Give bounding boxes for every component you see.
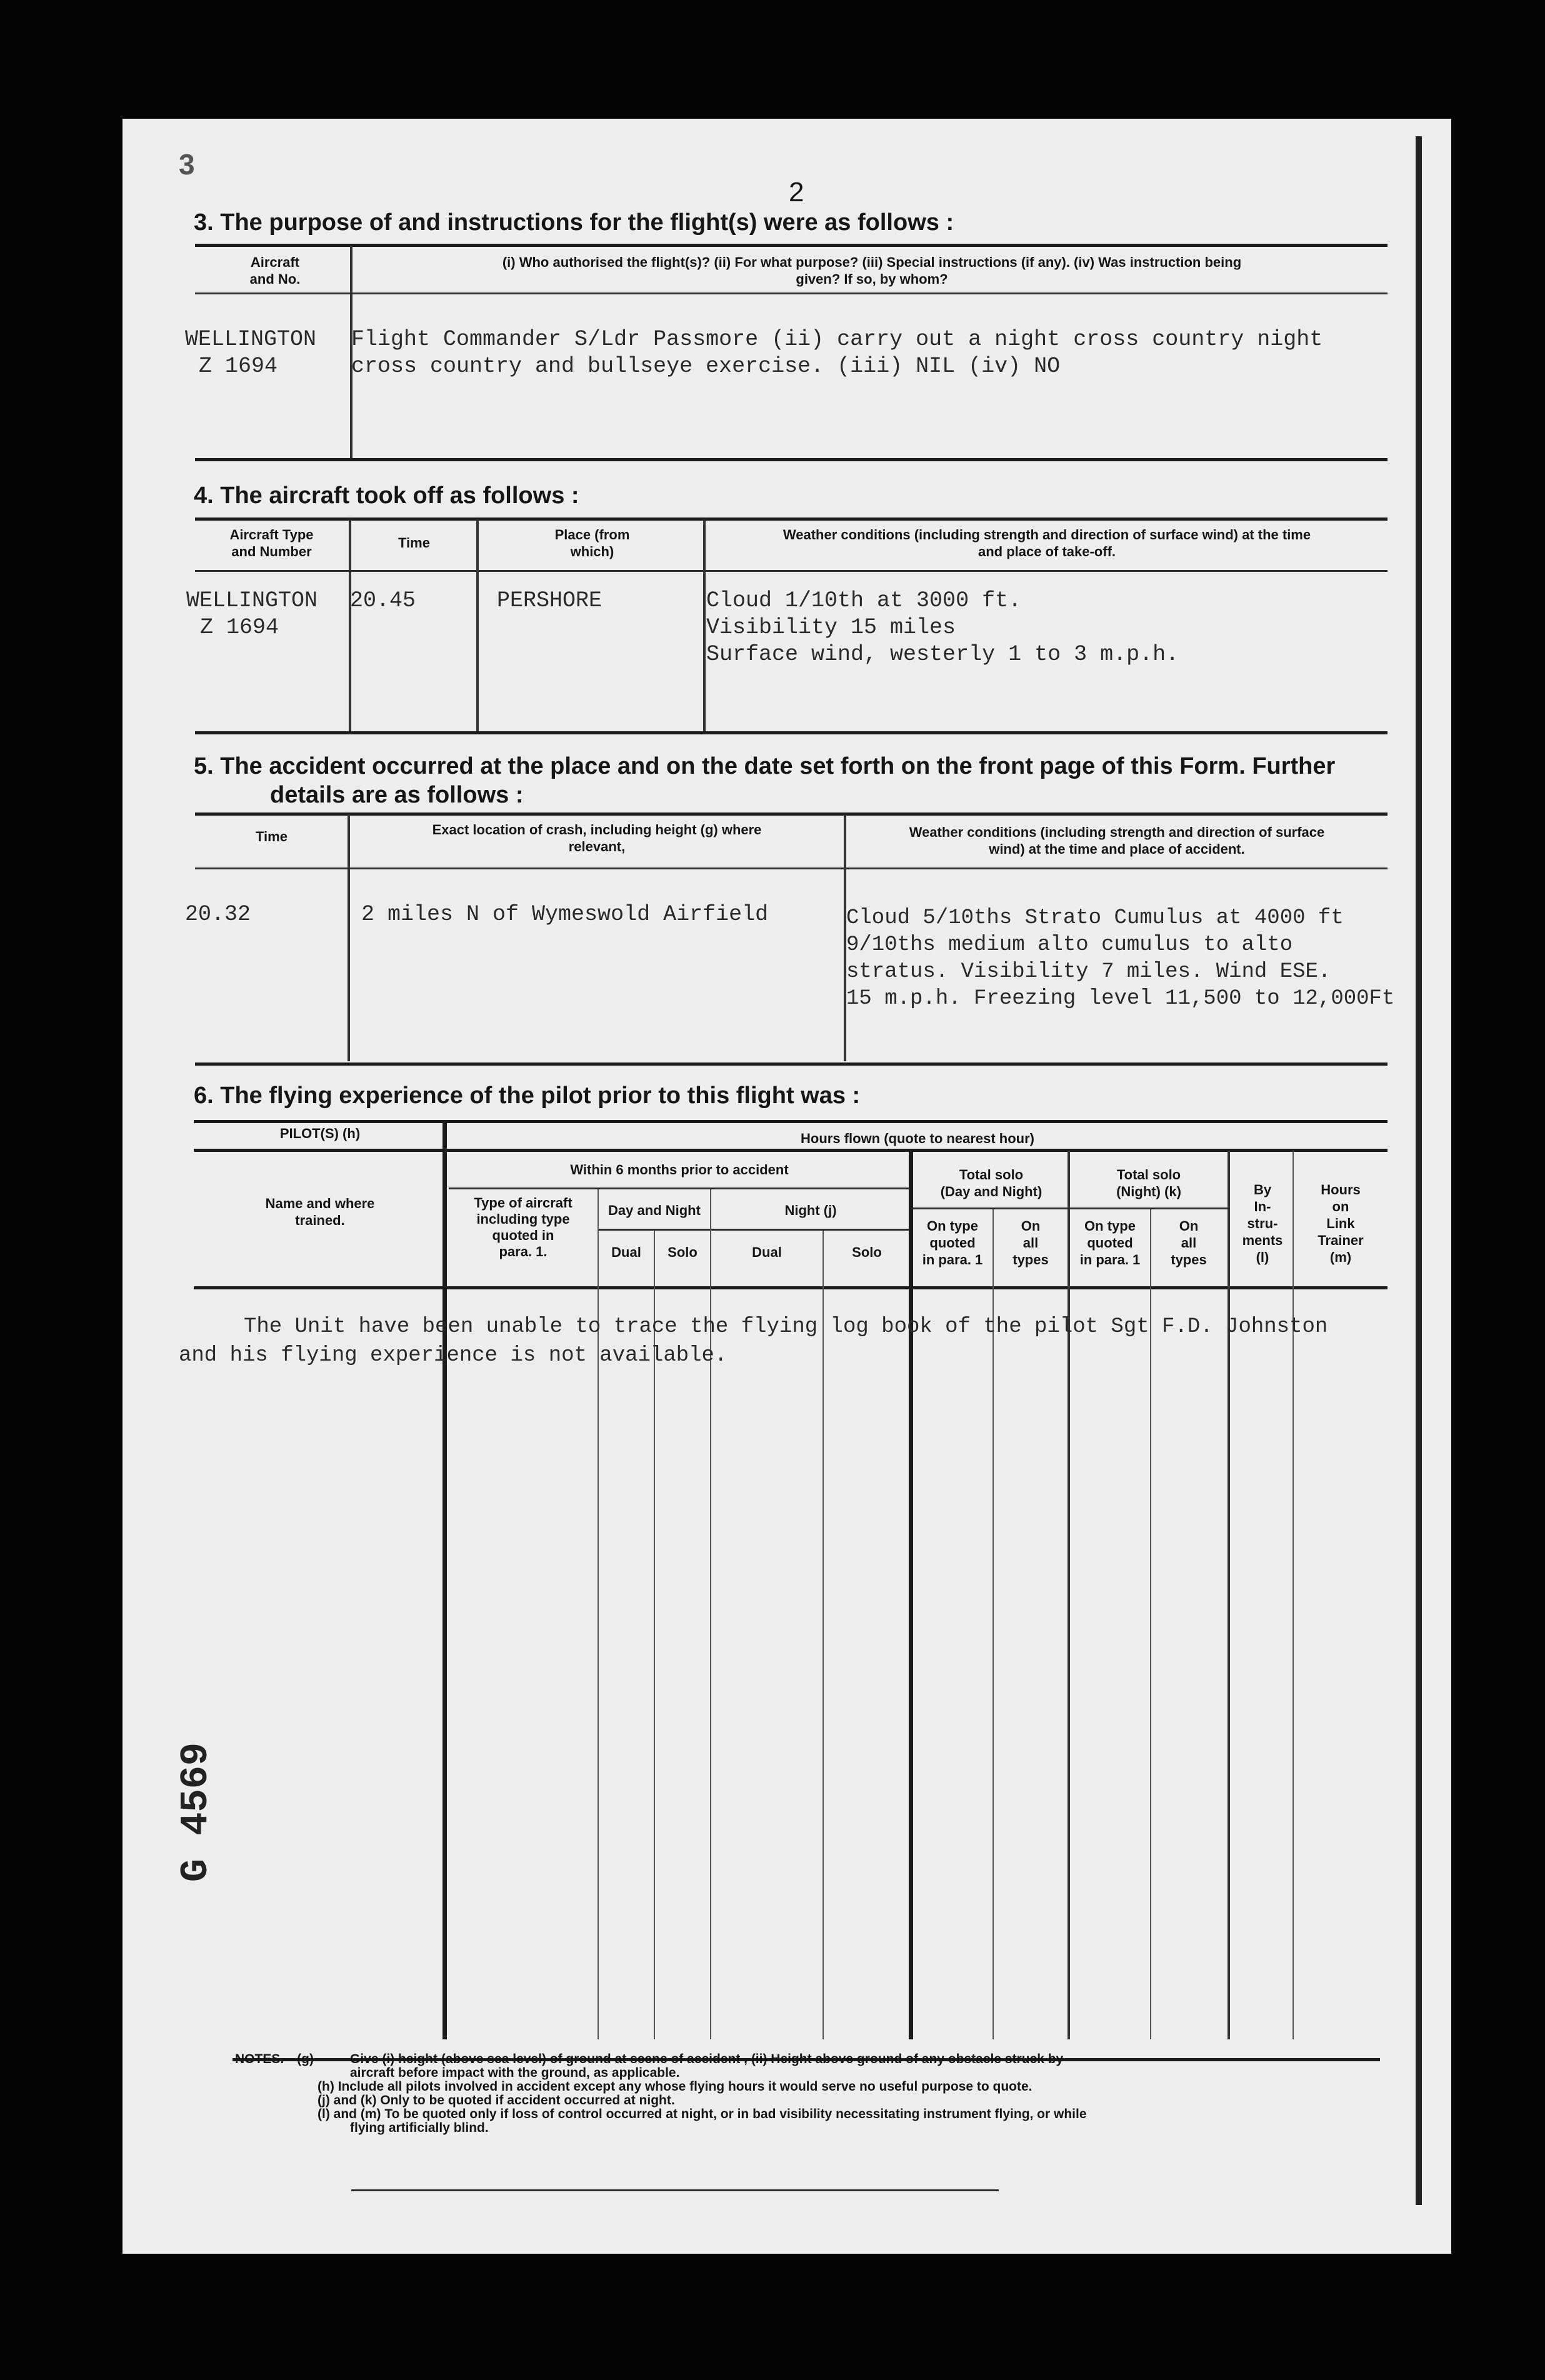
divider <box>194 1286 1388 1289</box>
column-rule <box>703 519 706 732</box>
s3-aircraft: WELLINGTON Z 1694 <box>185 327 317 379</box>
s4-header-time: Time <box>398 535 430 551</box>
divider <box>195 1062 1388 1066</box>
divider <box>195 458 1388 461</box>
corner-mark: 3 <box>179 148 195 181</box>
s6-header-type: Type of aircraft including type quoted in para. 1. <box>474 1195 572 1259</box>
s6-header-on-type-night: On type quoted in para. 1 <box>1079 1218 1141 1268</box>
s6-header-on-all-types-night: On all types <box>1171 1218 1207 1268</box>
s3-header-aircraft: Aircraft and No. <box>249 254 301 287</box>
s6-header-solo-night: Solo <box>852 1244 882 1260</box>
vertical-stamp: G 4569 <box>174 1742 219 1882</box>
s6-header-hours: Hours flown (quote to nearest hour) <box>801 1131 1034 1146</box>
s4-header-weather: Weather conditions (including strength and direction of surface wind) at the time and place of take-off. <box>782 527 1311 559</box>
column-rule <box>476 519 479 732</box>
s6-header-instruments: By In- stru- ments (l) <box>1242 1182 1283 1265</box>
column-rule <box>348 814 350 1061</box>
divider <box>195 292 1388 294</box>
divider <box>195 812 1388 816</box>
divider <box>195 570 1388 572</box>
notes-text: Give (i) height (above sea level) of ground at scene of accident , (ii) Height above ground of any obstacle struck by aircraft before impact with the ground, as applicable. (h) Include all pilots involved in accident except any whose flying hours it would serve no useful purpose to quote. (j) and (k) Only to be quoted if accident occurred at night. (l) and (m) To be quoted only if loss of control occurred at night, or in bad visibility necessitating instrument flying, or while flying artificially blind. <box>318 2052 1087 2135</box>
divider <box>195 518 1388 521</box>
section-3-title: 3. The purpose of and instructions for the flight(s) were as follows : <box>194 209 954 236</box>
s5-time: 20.32 <box>185 902 251 927</box>
s6-header-link-trainer: Hours on Link Trainer (m) <box>1318 1182 1364 1265</box>
s5-header-time: Time <box>256 829 288 844</box>
s3-header-questions: (i) Who authorised the flight(s)? (ii) For what purpose? (iii) Special instructions (if any). (iv) Was instruction being given? If so, by whom? <box>502 254 1242 287</box>
divider <box>351 2189 999 2191</box>
s6-header-within-6-months: Within 6 months prior to accident <box>570 1162 789 1178</box>
section-6-title: 6. The flying experience of the pilot prior to this flight was : <box>194 1082 861 1109</box>
s6-entry: The Unit have been unable to trace the flying log book of the pilot Sgt F.D. Johnston and his flying experience is not available. <box>179 1315 1328 1368</box>
s6-header-solo: Solo <box>668 1244 698 1260</box>
s4-header-place: Place (from which) <box>554 527 630 559</box>
divider <box>195 731 1388 734</box>
s6-header-pilots: PILOT(S) (h) <box>279 1126 361 1141</box>
s6-header-dual: Dual <box>611 1244 641 1260</box>
s6-header-on-type: On type quoted in para. 1 <box>922 1218 983 1268</box>
s4-weather: Cloud 1/10th at 3000 ft. Visibility 15 miles Surface wind, westerly 1 to 3 m.p.h. <box>706 588 1179 667</box>
divider <box>912 1208 1228 1209</box>
divider <box>195 244 1388 247</box>
s5-location: 2 miles N of Wymeswold Airfield <box>361 902 769 927</box>
divider <box>194 1149 1388 1152</box>
divider <box>195 868 1388 869</box>
section-5-title: 5. The accident occurred at the place and on the date set forth on the front page of this Form. Further details are as follows : <box>194 753 1336 808</box>
divider <box>449 1188 910 1189</box>
column-rule <box>1228 1151 1230 2039</box>
notes-label: NOTES.—(g) <box>235 2052 314 2066</box>
s6-header-dual-night: Dual <box>752 1244 782 1260</box>
divider <box>194 1120 1388 1123</box>
s6-header-day-night: Day and Night <box>608 1202 701 1218</box>
s4-time: 20.45 <box>350 588 416 613</box>
column-rule <box>1292 1151 1294 2039</box>
scan-edge-shadow <box>1416 136 1422 2205</box>
column-rule <box>1068 1151 1070 2039</box>
s6-header-name: Name and where trained. <box>265 1196 375 1228</box>
s6-header-total-solo-night: Total solo (Night) (k) <box>1116 1167 1181 1199</box>
divider <box>599 1229 910 1231</box>
column-rule <box>909 1151 913 2039</box>
s6-header-total-solo-day-night: Total solo (Day and Night) <box>940 1167 1042 1199</box>
s4-place: PERSHORE <box>497 588 602 613</box>
page-number: 2 <box>789 177 804 208</box>
column-rule <box>349 519 351 732</box>
s4-header-type: Aircraft Type and Number <box>229 527 314 559</box>
s4-aircraft: WELLINGTON Z 1694 <box>186 588 318 640</box>
s3-entry: Flight Commander S/Ldr Passmore (ii) carry out a night cross country night cross country and bullseye exercise. (iii) NIL (iv) NO <box>351 327 1323 379</box>
section-4-title: 4. The aircraft took off as follows : <box>194 482 579 509</box>
column-rule <box>442 1122 447 2039</box>
s5-header-location: Exact location of crash, including height (g) where relevant, <box>432 822 762 854</box>
s6-header-on-all-types: On all types <box>1012 1218 1049 1268</box>
s5-weather: Cloud 5/10ths Strato Cumulus at 4000 ft 9/10ths medium alto cumulus to alto stratus. Visibility 7 miles. Wind ESE. 15 m.p.h. Freezing level 11,500 to 12,000Ft <box>846 906 1395 1011</box>
s6-header-night: Night (j) <box>784 1202 837 1218</box>
s5-header-weather: Weather conditions (including strength and direction of surface wind) at the time and place of accident. <box>909 824 1325 857</box>
